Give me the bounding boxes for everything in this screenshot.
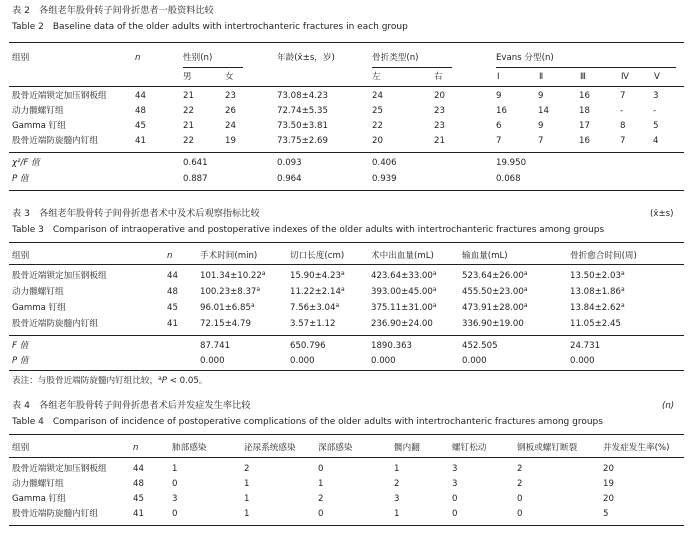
t2-header-sex: 性别(n) xyxy=(183,53,213,63)
t3-header-group: 组别 xyxy=(12,251,30,261)
t2-cell-e5: - xyxy=(653,106,657,116)
t4-cell-group: Gamma 钉组 xyxy=(12,494,66,504)
t3-cell-n: 45 xyxy=(167,303,178,313)
table3-bottom-rule xyxy=(9,370,684,371)
t2-cell-group: 股骨近端锁定加压钢板组 xyxy=(12,91,107,101)
t2-cell-male: 21 xyxy=(183,91,194,101)
t2-cell-e1: 7 xyxy=(496,136,502,146)
t2-header-female: 女 xyxy=(225,72,234,82)
t2-cell-e5: 4 xyxy=(653,136,659,146)
t4-header-group: 组别 xyxy=(12,443,30,453)
t2-p-type: 0.939 xyxy=(372,174,397,184)
t2-cell-left: 25 xyxy=(372,106,383,116)
t2-stat-label: χ²/F 值 xyxy=(12,158,40,168)
t2-cell-e5: 3 xyxy=(653,91,659,101)
t3-f-healing: 24.731 xyxy=(570,341,601,351)
t2-cell-female: 19 xyxy=(225,136,236,146)
table4-caption-en: Table 4 Comparison of incidence of postoperative complications of the older adults with intertrochanteric fractures among groups xyxy=(12,417,603,427)
t2-header-left: 左 xyxy=(372,72,381,82)
t2-cell-e5: 5 xyxy=(653,121,659,131)
t4-cell-urinary: 1 xyxy=(244,494,250,504)
t3-cell-incision: 11.22±2.14$^a$ xyxy=(290,286,345,297)
t4-header-varus: 髋内翻 xyxy=(394,443,420,453)
t3-sup-mark: a xyxy=(335,302,340,309)
t3-cell-group: 动力髋螺钉组 xyxy=(12,287,64,297)
t3-sup-mark: a xyxy=(250,302,255,309)
t3-p-incision: 0.000 xyxy=(290,356,315,366)
t4-cell-rate: 5 xyxy=(603,509,609,519)
t2-sex-subrule xyxy=(183,67,243,68)
t2-body-rule xyxy=(9,152,684,153)
t4-cell-dvt: 2 xyxy=(318,494,324,504)
t2-cell-e1: 6 xyxy=(496,121,502,131)
t2-cell-age: 72.74±5.35 xyxy=(277,106,328,116)
t3-sup-mark: a xyxy=(523,286,528,293)
t2-cell-e3: 16 xyxy=(579,91,590,101)
t2-cell-group: Gamma 钉组 xyxy=(12,121,66,131)
t4-cell-loose: 3 xyxy=(452,479,458,489)
t4-cell-break: 0 xyxy=(517,509,523,519)
t3-sup-mark: a xyxy=(340,270,345,277)
t3-cell-optime: 101.34±10.22$^a$ xyxy=(200,270,266,281)
table2-top-rule xyxy=(9,42,684,43)
t2-cell-age: 73.75±2.69 xyxy=(277,136,328,146)
t3-cell-healing: 13.50±2.03$^a$ xyxy=(570,270,625,281)
t2-cell-male: 22 xyxy=(183,106,194,116)
t2-cell-female: 24 xyxy=(225,121,236,131)
table4-unit: (n) xyxy=(662,401,675,411)
t3-cell-transfusion: 336.90±19.00 xyxy=(462,319,524,329)
t2-stat-age: 0.093 xyxy=(277,158,302,168)
t2-cell-e2: 7 xyxy=(538,136,544,146)
t3-cell-blood: 375.11±31.00$^a$ xyxy=(371,302,437,313)
t4-cell-break: 2 xyxy=(517,479,523,489)
t4-header-break: 钢板或螺钉断裂 xyxy=(517,443,578,453)
table3-caption-en: Table 3 Comparison of intraoperative and postoperative indexes of the older adults with intertrochanteric fractures among groups xyxy=(12,225,605,235)
t3-cell-blood: 393.00±45.00$^a$ xyxy=(371,286,437,297)
t4-cell-break: 0 xyxy=(517,494,523,504)
t3-cell-n: 41 xyxy=(167,319,178,329)
t4-header-loose: 螺钉松动 xyxy=(452,443,487,453)
t4-cell-dvt: 1 xyxy=(318,479,324,489)
t4-cell-rate: 19 xyxy=(603,479,614,489)
t2-evans-subrule xyxy=(496,67,676,68)
table4-caption-cn: 表 4 各组老年股骨转子间骨折患者术后并发症发生率比较 xyxy=(12,400,251,411)
t2-cell-left: 22 xyxy=(372,121,383,131)
t2-p-age: 0.964 xyxy=(277,174,302,184)
table2-caption-cn: 表 2 各组老年股骨转子间骨折患者一般资料比较 xyxy=(12,5,214,16)
t3-sup-mark: a xyxy=(620,270,625,277)
t2-cell-e2: 14 xyxy=(538,106,549,116)
t3-p-healing: 0.000 xyxy=(570,356,595,366)
t2-cell-e2: 9 xyxy=(538,91,544,101)
t2-p-sex: 0.887 xyxy=(183,174,208,184)
t3-cell-healing: 13.84±2.62$^a$ xyxy=(570,302,625,313)
t3-cell-n: 44 xyxy=(167,271,178,281)
t3-f-transfusion: 452.505 xyxy=(462,341,498,351)
t2-cell-n: 48 xyxy=(135,106,146,116)
table4-top-rule xyxy=(9,434,684,435)
t2-p-evans: 0.068 xyxy=(496,174,521,184)
t3-sup-mark: a xyxy=(620,286,625,293)
t4-header-urinary: 泌尿系统感染 xyxy=(244,443,296,453)
t3-header-incision: 切口长度(cm) xyxy=(290,251,345,261)
t4-cell-urinary: 1 xyxy=(244,509,250,519)
t3-cell-transfusion: 473.91±28.00$^a$ xyxy=(462,302,528,313)
t2-cell-e4: - xyxy=(620,106,624,116)
t3-sup-mark: a xyxy=(523,270,528,277)
t2-header-age: 年龄(x̄±s，岁) xyxy=(277,53,335,63)
t3-p-label: P 值 xyxy=(12,356,29,366)
t2-cell-female: 23 xyxy=(225,91,236,101)
t2-cell-right: 23 xyxy=(434,106,445,116)
t4-cell-lung: 0 xyxy=(172,509,178,519)
t2-cell-e1: 16 xyxy=(496,106,507,116)
t4-cell-lung: 0 xyxy=(172,479,178,489)
t3-cell-healing: 11.05±2.45 xyxy=(570,319,621,329)
t2-cell-e4: 8 xyxy=(620,121,626,131)
t3-f-blood: 1890.363 xyxy=(371,341,413,351)
table3-unit: (x̄±s) xyxy=(650,209,674,219)
t2-stat-type: 0.406 xyxy=(372,158,397,168)
t3-cell-incision: 7.56±3.04$^a$ xyxy=(290,302,340,313)
t2-p-label: P 值 xyxy=(12,174,29,184)
t4-cell-varus: 1 xyxy=(394,464,400,474)
t2-cell-n: 41 xyxy=(135,136,146,146)
t2-cell-left: 20 xyxy=(372,136,383,146)
t2-cell-e3: 18 xyxy=(579,106,590,116)
t2-evans-col-5: Ⅴ xyxy=(654,72,660,82)
t2-cell-e4: 7 xyxy=(620,91,626,101)
t4-cell-varus: 3 xyxy=(394,494,400,504)
t3-sup-mark: a xyxy=(523,302,528,309)
t2-cell-male: 21 xyxy=(183,121,194,131)
t3-sup-mark: a xyxy=(261,270,266,277)
t2-evans-col-2: Ⅱ xyxy=(539,72,544,82)
t3-p-blood: 0.000 xyxy=(371,356,396,366)
t2-cell-e3: 16 xyxy=(579,136,590,146)
t4-cell-lung: 1 xyxy=(172,464,178,474)
t2-cell-n: 44 xyxy=(135,91,146,101)
table3-caption-cn: 表 3 各组老年股骨转子间骨折患者术中及术后观察指标比较 xyxy=(12,208,260,219)
t2-header-group: 组别 xyxy=(12,53,30,63)
t4-cell-group: 股骨近端防旋髓内钉组 xyxy=(12,509,98,519)
t4-cell-urinary: 1 xyxy=(244,479,250,489)
t4-cell-rate: 20 xyxy=(603,464,614,474)
t3-header-optime: 手术时间(min) xyxy=(200,251,258,261)
t4-cell-loose: 0 xyxy=(452,494,458,504)
t2-cell-male: 22 xyxy=(183,136,194,146)
t3-header-rule xyxy=(9,264,684,265)
table3-top-rule xyxy=(9,242,684,243)
t4-cell-rate: 20 xyxy=(603,494,614,504)
table2-bottom-rule xyxy=(9,190,684,191)
t4-cell-break: 2 xyxy=(517,464,523,474)
t2-cell-right: 21 xyxy=(434,136,445,146)
t3-body-rule xyxy=(9,335,684,336)
t3-cell-transfusion: 455.50±23.00$^a$ xyxy=(462,286,528,297)
t2-cell-e1: 9 xyxy=(496,91,502,101)
t2-stat-evans: 19.950 xyxy=(496,158,527,168)
t3-cell-transfusion: 523.64±26.00$^a$ xyxy=(462,270,528,281)
t4-header-rule xyxy=(9,457,684,458)
t4-cell-group: 股骨近端锁定加压钢板组 xyxy=(12,464,107,474)
t4-header-rate: 并发症发生率(%) xyxy=(603,443,670,453)
t2-cell-right: 23 xyxy=(434,121,445,131)
t3-cell-n: 48 xyxy=(167,287,178,297)
t2-header-type: 骨折类型(n) xyxy=(372,53,419,63)
t4-header-lung: 肺部感染 xyxy=(172,443,207,453)
t3-cell-optime: 100.23±8.37$^a$ xyxy=(200,286,261,297)
t4-cell-group: 动力髋螺钉组 xyxy=(12,479,64,489)
t2-evans-col-4: Ⅳ xyxy=(621,72,629,82)
t2-cell-age: 73.50±3.81 xyxy=(277,121,328,131)
t3-header-transfusion: 输血量(mL) xyxy=(462,251,508,261)
t2-cell-group: 动力髋螺钉组 xyxy=(12,106,64,116)
t4-cell-n: 44 xyxy=(133,464,144,474)
t3-header-blood: 术中出血量(mL) xyxy=(371,251,434,261)
t2-cell-age: 73.08±4.23 xyxy=(277,91,328,101)
t4-cell-n: 41 xyxy=(133,509,144,519)
t3-cell-group: Gamma 钉组 xyxy=(12,303,66,313)
t4-cell-loose: 3 xyxy=(452,464,458,474)
t3-cell-blood: 423.64±33.00$^a$ xyxy=(371,270,437,281)
t2-header-male: 男 xyxy=(183,72,192,82)
t3-header-healing: 骨折愈合时间(周) xyxy=(570,251,637,261)
t2-cell-group: 股骨近端防旋髓内钉组 xyxy=(12,136,98,146)
t2-header-rule xyxy=(9,86,684,87)
t3-cell-group: 股骨近端锁定加压钢板组 xyxy=(12,271,107,281)
t2-cell-n: 45 xyxy=(135,121,146,131)
t3-sup-mark: a xyxy=(620,302,625,309)
t4-header-n: n xyxy=(133,443,139,453)
t2-cell-right: 20 xyxy=(434,91,445,101)
t4-cell-loose: 0 xyxy=(452,509,458,519)
t2-type-subrule xyxy=(372,67,452,68)
t2-header-n: n xyxy=(135,53,141,63)
t2-cell-left: 24 xyxy=(372,91,383,101)
t4-cell-dvt: 0 xyxy=(318,509,324,519)
table4-bottom-rule xyxy=(9,525,684,526)
t2-cell-female: 26 xyxy=(225,106,236,116)
t2-cell-e4: 7 xyxy=(620,136,626,146)
t2-evans-col-3: Ⅲ xyxy=(580,72,586,82)
t4-cell-n: 48 xyxy=(133,479,144,489)
t3-cell-healing: 13.08±1.86$^a$ xyxy=(570,286,625,297)
t3-cell-blood: 236.90±24.00 xyxy=(371,319,433,329)
t4-cell-dvt: 0 xyxy=(318,464,324,474)
t2-cell-e2: 9 xyxy=(538,121,544,131)
t2-cell-e3: 17 xyxy=(579,121,590,131)
t3-cell-group: 股骨近端防旋髓内钉组 xyxy=(12,319,98,329)
t2-stat-sex: 0.641 xyxy=(183,158,208,168)
t3-sup-mark: a xyxy=(432,270,437,277)
t3-cell-incision: 3.57±1.12 xyxy=(290,319,336,329)
t3-sup-mark: a xyxy=(340,286,345,293)
t3-note: 表注：与股骨近端防旋髓内钉组比较，$^a$P < 0.05。 xyxy=(12,375,208,386)
t3-f-optime: 87.741 xyxy=(200,341,231,351)
t3-sup-mark: a xyxy=(256,286,261,293)
t4-cell-urinary: 2 xyxy=(244,464,250,474)
t3-header-n: n xyxy=(167,251,173,261)
t4-cell-lung: 3 xyxy=(172,494,178,504)
t4-cell-varus: 1 xyxy=(394,509,400,519)
t3-sup-mark: a xyxy=(432,286,437,293)
t3-p-optime: 0.000 xyxy=(200,356,225,366)
t2-header-right: 右 xyxy=(434,72,443,82)
t4-cell-n: 45 xyxy=(133,494,144,504)
t2-evans-col-1: Ⅰ xyxy=(497,72,500,82)
table2-caption-en: Table 2 Baseline data of the older adults with intertrochanteric fractures in each group xyxy=(12,22,408,32)
t3-f-incision: 650.796 xyxy=(290,341,326,351)
t3-cell-optime: 96.01±6.85$^a$ xyxy=(200,302,255,313)
t4-header-dvt: 深部感染 xyxy=(318,443,353,453)
t3-sup-mark: a xyxy=(432,302,437,309)
t3-f-label: F 值 xyxy=(12,341,29,351)
t3-cell-incision: 15.90±4.23$^a$ xyxy=(290,270,345,281)
t4-cell-varus: 2 xyxy=(394,479,400,489)
t3-cell-optime: 72.15±4.79 xyxy=(200,319,251,329)
t2-header-evans: Evans 分型(n) xyxy=(496,53,554,63)
t3-p-transfusion: 0.000 xyxy=(462,356,487,366)
